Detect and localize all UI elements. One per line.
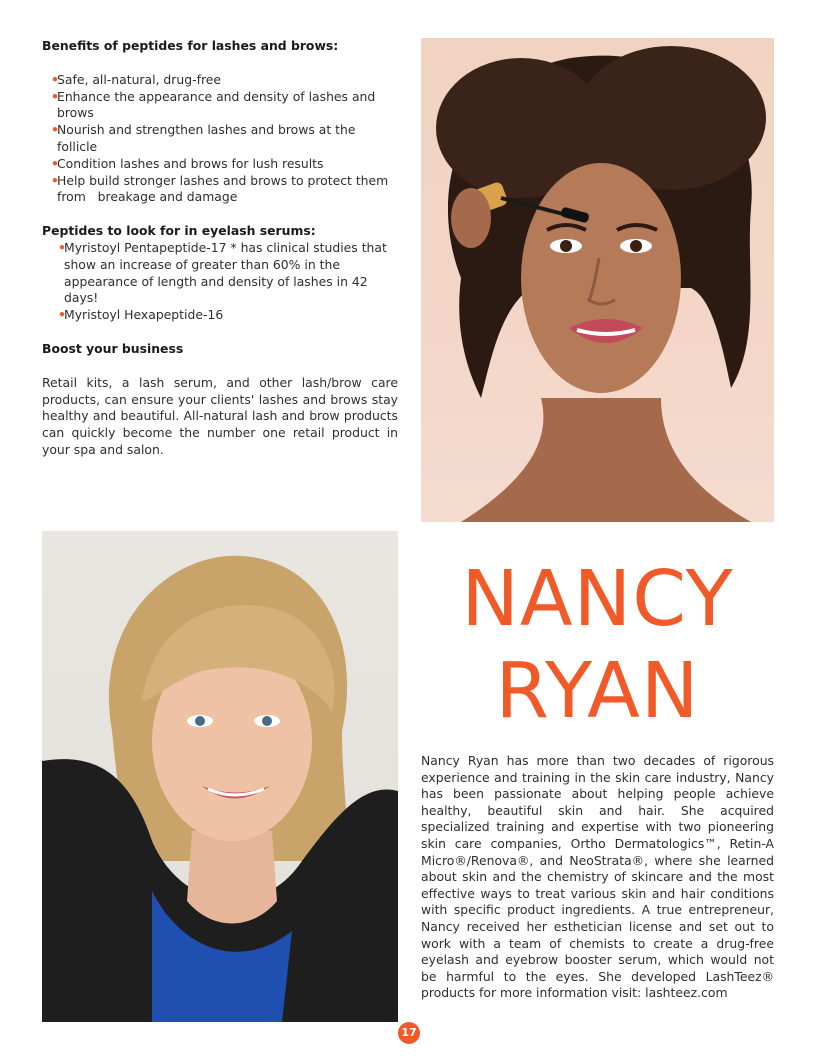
list-item: • Safe, all-natural, drug-free	[51, 71, 222, 87]
list-item: • Condition lashes and brows for lush results	[51, 155, 324, 171]
list-item: • Help build stronger lashes and brows to protect them from breakage and damage	[51, 172, 393, 205]
model-mascara-illustration	[421, 38, 774, 522]
list-item: • Nourish and strengthen lashes and brows at the follicle	[51, 122, 356, 154]
benefits-heading: Benefits of peptides for lashes and brows:	[42, 38, 339, 53]
peptides-heading: Peptides to look for in eyelash serums:	[42, 223, 316, 239]
list-item: • Myristoyl Hexapeptide-16	[58, 307, 224, 323]
peptides-list	[42, 240, 398, 324]
bullet-icon: •	[51, 71, 59, 87]
portrait-illustration	[42, 531, 398, 1022]
model-mascara-photo	[421, 38, 774, 522]
boost-heading: Boost your business	[42, 340, 184, 356]
bullet-icon: •	[58, 239, 66, 255]
profile-name-heading	[419, 554, 776, 738]
bullet-icon: •	[58, 307, 66, 323]
bullet-icon: •	[51, 88, 59, 104]
page-number-badge: 17	[398, 1022, 420, 1044]
bullet-icon: •	[51, 172, 59, 188]
nancy-ryan-portrait	[42, 531, 398, 1022]
bullet-icon: •	[51, 155, 59, 171]
profile-bio: Nancy Ryan has more than two decades of rigorous experience and training in the skin care industry, Nancy has been passionate about helping people achieve healthy, beautiful skin and hair. She acquired specialized training and expertise with two pioneering skin care companies, Ortho Dermatologics™, Retin-A Micro®/Renova®, and NeoStrata®, where she learned about skin and the chemistry of skincare and the most effective ways to treat various skin and hair conditions with specific product ingredients. A true entrepreneur, Nancy received her esthetician license and set out to work with a team of chemists to create a drug-free eyelash and eyebrow booster serum, which would not be harmful to the eyes. She developed LashTeez® products for more information visit: lashteez.com	[421, 753, 774, 1001]
name-first: NANCY	[461, 555, 734, 644]
article-text-column	[42, 38, 398, 459]
list-item: • Enhance the appearance and density of lashes and brows	[51, 88, 376, 121]
name-last: RYAN	[495, 647, 700, 736]
bullet-icon: •	[51, 122, 59, 138]
list-item: • Myristoyl Pentapeptide-17 * has clinical studies that show an increase of greater than 60% in the appearance of length and density of lashes in 42 days!	[58, 239, 387, 306]
boost-paragraph: Retail kits, a lash serum, and other lash/brow care products, can ensure your clients' lashes and brows stay healthy and beautiful. All-natural lash and brow products can quickly become the number one retail product in your spa and salon.	[42, 374, 398, 457]
benefits-list	[42, 72, 398, 206]
